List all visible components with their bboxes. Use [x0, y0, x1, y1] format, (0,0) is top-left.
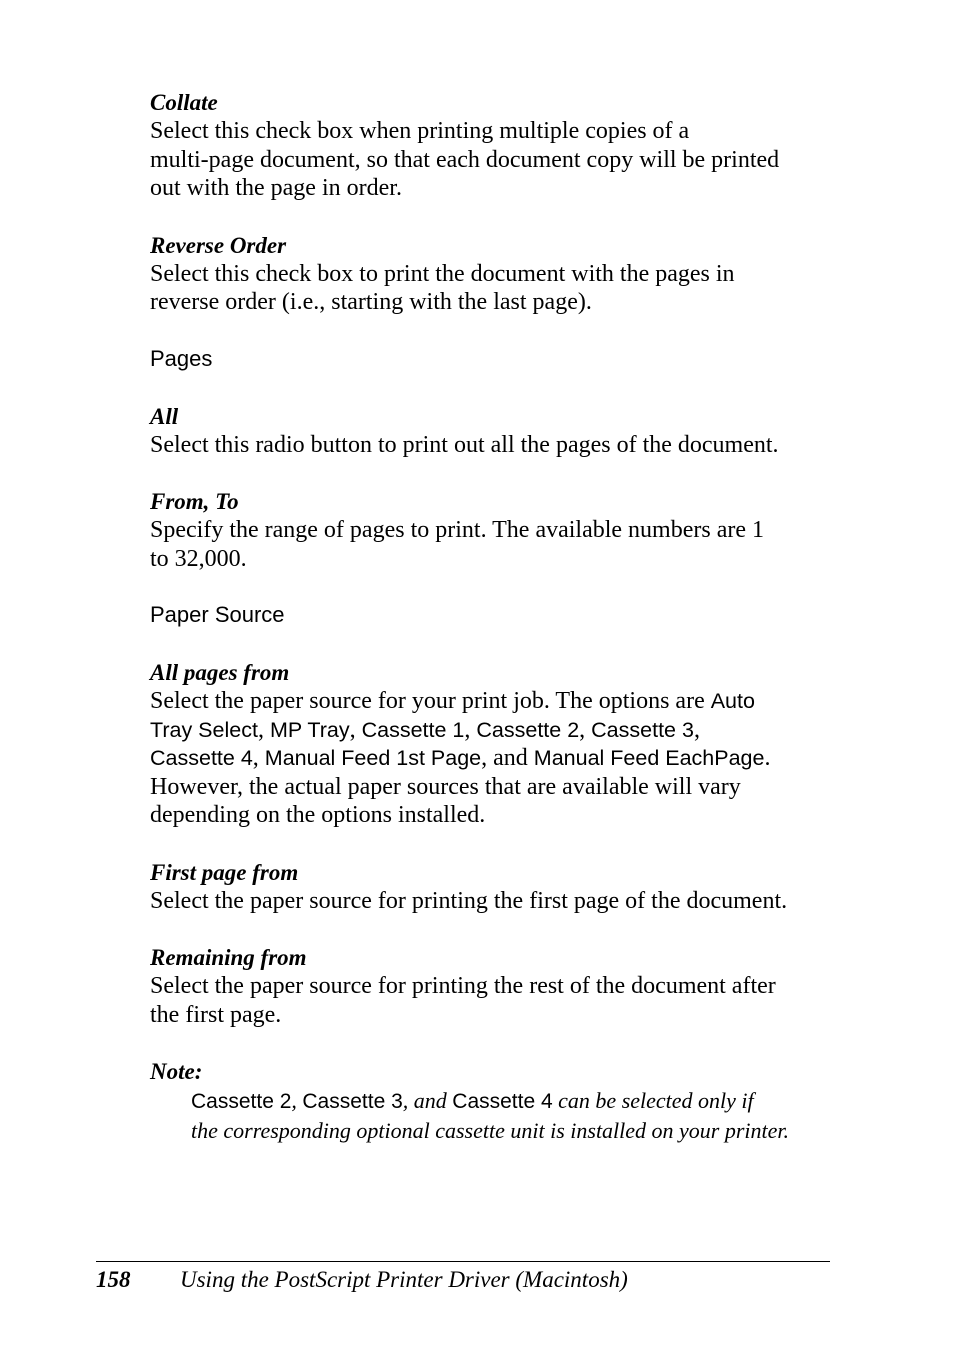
remaining-from-desc-line1: Select the paper source for printing the rest of the document after	[150, 973, 776, 999]
note-and-word: and	[413, 1088, 447, 1113]
note-cassette-2: Cassette 2	[191, 1090, 292, 1113]
option-auto-tray-select-part2: Tray Select	[150, 717, 258, 742]
option-cassette-1: Cassette 1	[361, 717, 465, 742]
option-cassette-4: Cassette 4	[150, 746, 253, 770]
paper-source-heading: Paper Source	[150, 602, 285, 627]
separator: ,	[693, 716, 700, 743]
note-cassette-4: Cassette 4	[452, 1090, 553, 1113]
note-body	[191, 1086, 841, 1145]
collate-term: Collate	[150, 90, 218, 115]
separator: ,	[349, 716, 362, 743]
all-term: All	[150, 403, 179, 429]
pages-heading: Pages	[150, 345, 213, 371]
separator: ,	[579, 716, 592, 743]
separator: ,	[402, 1088, 414, 1113]
collate-desc-line3: out with the page in order.	[150, 175, 402, 201]
note-text-line1: can be selected only if	[552, 1088, 754, 1113]
from-to-desc-line1: Specify the range of pages to print. The available numbers are 1	[150, 517, 765, 543]
note-cassette-3: Cassette 3	[302, 1090, 403, 1113]
remaining-from-desc-line2: the first page.	[150, 1001, 282, 1028]
separator: ,	[257, 716, 270, 743]
all-pages-from-tail1: However, the actual paper sources that are available will vary	[150, 773, 741, 800]
page-number: 158	[96, 1267, 131, 1292]
all-pages-from-term: All pages from	[150, 660, 290, 685]
collate-desc-line1: Select this check box when printing multiple copies of a	[150, 118, 690, 144]
footer-divider	[96, 1261, 830, 1262]
separator: , and	[481, 745, 534, 771]
all-pages-from-intro: Select the paper source for your print job. The options are	[150, 688, 711, 714]
note-label: Note:	[150, 1059, 203, 1084]
from-to-desc-line2: to 32,000.	[150, 545, 247, 572]
collate-description	[150, 117, 840, 203]
from-to-term: From, To	[150, 489, 239, 514]
reverse-order-term: Reverse Order	[150, 232, 287, 258]
remaining-from-section	[150, 943, 840, 1029]
note-section	[150, 1057, 840, 1145]
reverse-order-desc-line2: reverse order (i.e., starting with the last page).	[150, 289, 592, 315]
collate-desc-line2: multi-page document, so that each document copy will be printed	[150, 146, 780, 173]
separator: .	[764, 745, 771, 771]
from-to-section	[150, 487, 840, 573]
running-title: Using the PostScript Printer Driver (Macintosh)	[180, 1267, 628, 1292]
all-pages-from-tail2: depending on the options installed.	[150, 802, 486, 828]
separator: ,	[252, 745, 265, 771]
all-section	[150, 402, 840, 460]
separator: ,	[464, 716, 477, 743]
note-text-line2: the corresponding optional cassette unit is installed on your printer.	[191, 1118, 790, 1143]
page-footer	[96, 1265, 830, 1295]
from-to-description	[150, 516, 840, 573]
option-mp-tray: MP Tray	[269, 717, 350, 742]
separator: ,	[291, 1088, 303, 1113]
option-cassette-3: Cassette 3	[591, 717, 694, 742]
all-description: Select this radio button to print out all the pages of the document.	[150, 431, 779, 458]
collate-section	[150, 88, 840, 203]
option-auto-tray-select-part1: Auto	[710, 689, 755, 713]
remaining-from-term: Remaining from	[150, 945, 307, 970]
option-manual-feed-1st-page: Manual Feed 1st Page	[264, 746, 482, 770]
option-cassette-2: Cassette 2	[476, 717, 580, 742]
first-page-from-description: Select the paper source for printing the first page of the document.	[150, 887, 788, 914]
all-pages-from-section	[150, 658, 840, 830]
reverse-order-section	[150, 231, 840, 317]
document-body	[150, 88, 840, 1145]
option-manual-feed-eachpage: Manual Feed EachPage	[533, 746, 765, 770]
remaining-from-description	[150, 972, 840, 1029]
reverse-order-description	[150, 260, 840, 317]
reverse-order-desc-line1: Select this check box to print the document with the pages in	[150, 260, 735, 287]
all-pages-from-description	[150, 687, 840, 830]
first-page-from-section	[150, 858, 840, 916]
first-page-from-term: First page from	[150, 859, 299, 885]
